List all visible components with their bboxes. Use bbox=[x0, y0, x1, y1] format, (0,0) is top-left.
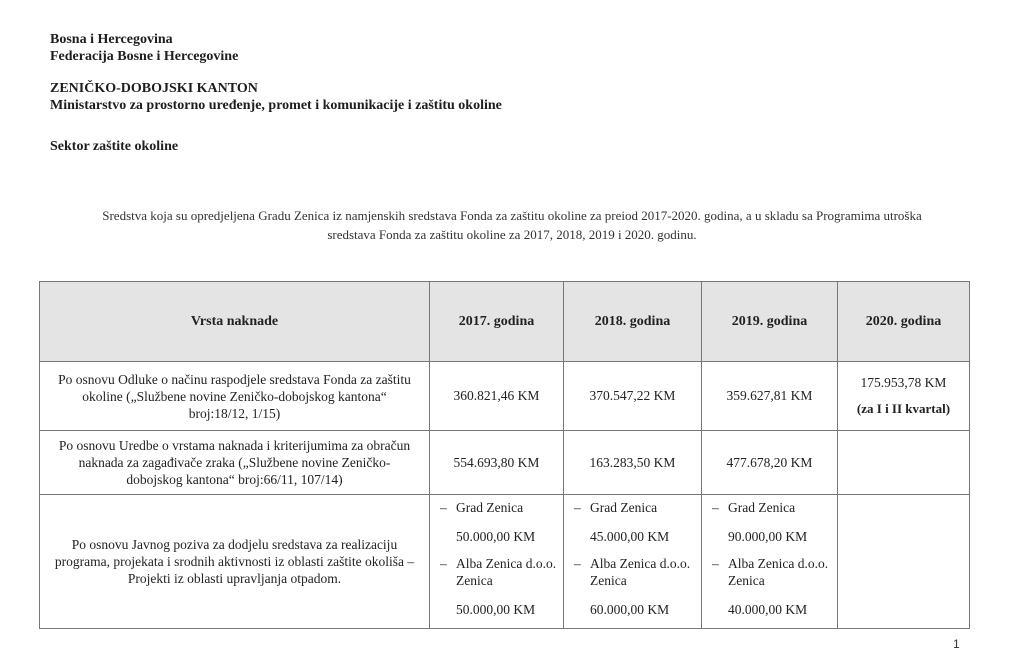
recipient-amount: 50.000,00 KM bbox=[456, 529, 536, 544]
header-federation: Federacija Bosne i Hercegovine bbox=[50, 49, 239, 64]
row2-2017: 554.693,80 KM bbox=[430, 431, 564, 495]
recipient-name: Alba Zenica d.o.o. bbox=[728, 556, 829, 571]
recipient-item bbox=[712, 499, 833, 516]
row1-description: Po osnovu Odluke o načinu raspodjele sredstava Fonda za zaštitu okoline („Službene novine Zeničko-dobojskog kantona“ broj:18/12, 1/15) bbox=[40, 362, 430, 431]
row1-2020 bbox=[838, 362, 970, 431]
dash-mark: – bbox=[440, 500, 447, 515]
recipient-name: Alba Zenica d.o.o. bbox=[456, 556, 557, 571]
table-row bbox=[40, 495, 970, 629]
page-number: 1 bbox=[953, 637, 960, 651]
row1-2018: 370.547,22 KM bbox=[564, 362, 702, 431]
row1-2019: 359.627,81 KM bbox=[702, 362, 838, 431]
dash-mark: – bbox=[574, 500, 581, 515]
row3-2018 bbox=[564, 495, 702, 629]
row3-2019 bbox=[702, 495, 838, 629]
recipient-item bbox=[712, 555, 833, 589]
row2-2018: 163.283,50 KM bbox=[564, 431, 702, 495]
col-header-2017: 2017. godina bbox=[430, 282, 564, 362]
recipient-item bbox=[574, 555, 697, 589]
recipient-item bbox=[440, 555, 559, 589]
recipient-name: Grad Zenica bbox=[590, 500, 658, 515]
recipient-amount: 60.000,00 KM bbox=[590, 602, 670, 617]
recipient-city: Zenica bbox=[590, 573, 627, 588]
row1-2020-amount: 175.953,78 KM bbox=[860, 375, 947, 390]
intro-line-1: Sredstva koja su opredjeljena Gradu Zenica iz namjenskih sredstava Fonda za zaštitu okoline za preiod 2017-2020. godina, a u skladu sa Programima utroška bbox=[102, 208, 922, 223]
row2-2019: 477.678,20 KM bbox=[702, 431, 838, 495]
row3-description: Po osnovu Javnog poziva za dodjelu sredstava za realizaciju programa, projekata i srodnih aktivnosti iz oblasti zaštite okoliša – Projekti iz oblasti upravljanja otpadom. bbox=[40, 495, 430, 629]
table-row bbox=[40, 362, 970, 431]
row2-2020 bbox=[838, 431, 970, 495]
header-country: Bosna i Hercegovina bbox=[50, 32, 173, 47]
dash-mark: – bbox=[574, 556, 581, 571]
recipient-amount: 40.000,00 KM bbox=[728, 602, 808, 617]
intro-paragraph bbox=[40, 206, 984, 244]
header-ministry: Ministarstvo za prostorno uređenje, promet i komunikacije i zaštitu okoline bbox=[50, 98, 502, 113]
col-header-2019: 2019. godina bbox=[702, 282, 838, 362]
row2-description: Po osnovu Uredbe o vrstama naknada i kriterijumima za obračun naknada za zagađivače zraka („Službene novine Zeničko-dobojskog kantona“ broj:66/11, 107/14) bbox=[40, 431, 430, 495]
recipient-city: Zenica bbox=[456, 573, 493, 588]
col-header-2020: 2020. godina bbox=[838, 282, 970, 362]
recipient-item bbox=[574, 499, 697, 516]
recipient-city: Zenica bbox=[728, 573, 765, 588]
recipient-name: Grad Zenica bbox=[728, 500, 796, 515]
header-sector: Sektor zaštite okoline bbox=[50, 139, 179, 154]
table-header-row bbox=[40, 282, 970, 362]
recipient-name: Alba Zenica d.o.o. bbox=[590, 556, 691, 571]
recipient-amount: 90.000,00 KM bbox=[728, 529, 808, 544]
dash-mark: – bbox=[712, 556, 719, 571]
col-header-2018: 2018. godina bbox=[564, 282, 702, 362]
row3-2017 bbox=[430, 495, 564, 629]
intro-line-2: sredstava Fonda za zaštitu okoline za 2017, 2018, 2019 i 2020. godinu. bbox=[327, 227, 697, 242]
recipient-amount: 50.000,00 KM bbox=[456, 602, 536, 617]
recipient-name: Grad Zenica bbox=[456, 500, 524, 515]
row3-2020 bbox=[838, 495, 970, 629]
table-row bbox=[40, 431, 970, 495]
row1-2020-note: (za I i II kvartal) bbox=[856, 401, 951, 416]
funds-table bbox=[39, 281, 970, 629]
recipient-amount: 45.000,00 KM bbox=[590, 529, 670, 544]
col-header-type: Vrsta naknade bbox=[40, 282, 430, 362]
recipient-item bbox=[440, 499, 559, 516]
dash-mark: – bbox=[440, 556, 447, 571]
row1-2017: 360.821,46 KM bbox=[430, 362, 564, 431]
dash-mark: – bbox=[712, 500, 719, 515]
header-canton: ZENIČKO-DOBOJSKI KANTON bbox=[50, 81, 258, 96]
